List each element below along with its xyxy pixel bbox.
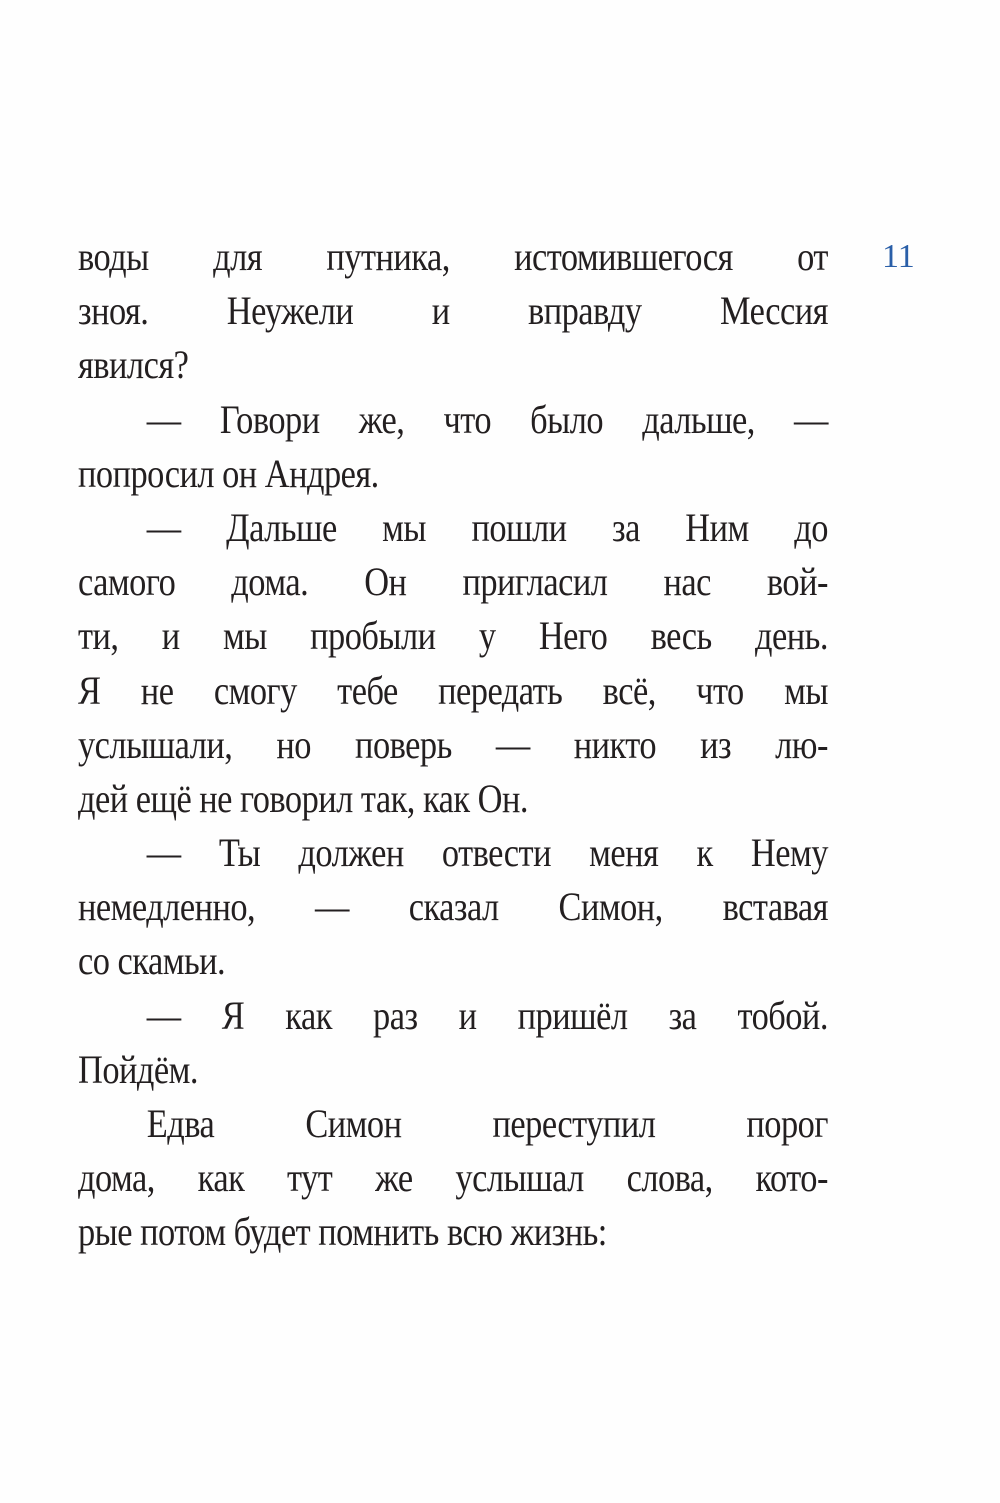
text-line: явился?: [78, 342, 189, 388]
text-line: воды для путника, истомившегося от: [78, 234, 828, 279]
body-text: [78, 234, 828, 1264]
text-line: — Ты должен отвести меня к Нему: [146, 830, 828, 876]
text-line: — Говори же, что было дальше, —: [146, 396, 828, 442]
page-number: 11: [882, 238, 915, 275]
text-line: — Я как раз и пришёл за тобой.: [146, 992, 828, 1038]
text-line: Я не смогу тебе передать всё, что мы: [78, 667, 828, 713]
text-line: Едва Симон переступил порог: [146, 1101, 828, 1146]
text-line: немедленно, — сказал Симон, вставая: [78, 884, 828, 930]
text-line: со скамьи.: [78, 938, 226, 984]
text-line: зноя. Неужели и вправду Мессия: [78, 288, 828, 334]
text-line: самого дома. Он пригласил нас вой-: [78, 559, 828, 605]
text-line: ти, и мы пробыли у Него весь день.: [78, 613, 828, 659]
text-line: попросил он Андрея.: [78, 450, 379, 496]
text-line: Пойдём.: [78, 1046, 198, 1092]
text-line: дей ещё не говорил так, как Он.: [78, 775, 528, 821]
text-line: услышали, но поверь — никто из лю-: [78, 721, 828, 767]
text-line: — Дальше мы пошли за Ним до: [146, 504, 828, 550]
text-line: дома, как тут же услышал слова, кото-: [78, 1155, 828, 1201]
text-line: рые потом будет помнить всю жизнь:: [78, 1209, 607, 1255]
